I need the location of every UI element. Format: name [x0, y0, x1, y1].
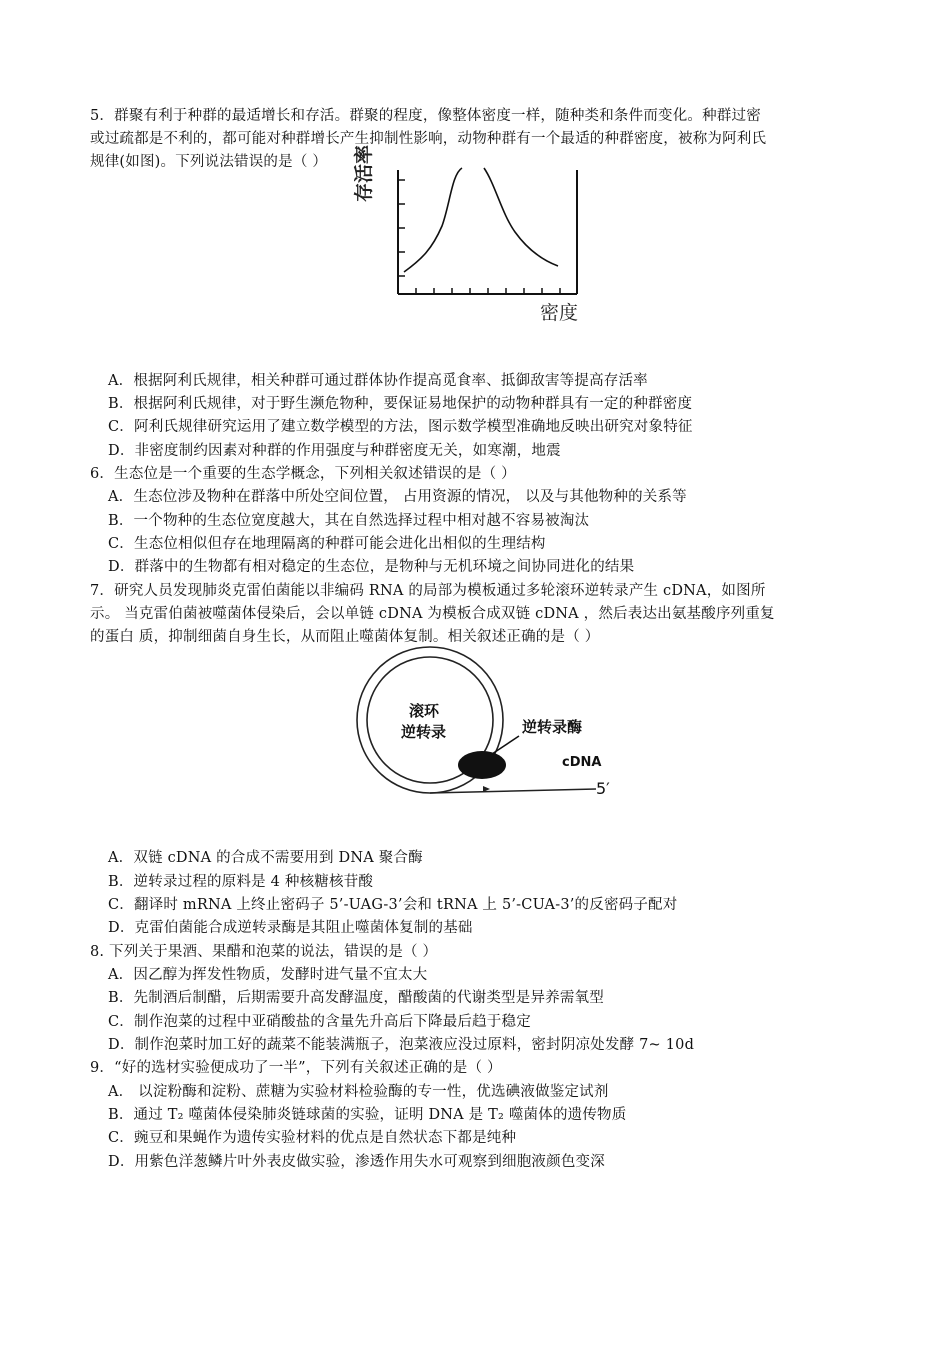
q7-stem-line-3: 的蛋白 质，抑制细菌自身生长，从而阻止噬菌体复制。相关叙述正确的是（ ） [90, 629, 600, 645]
q8-option-d: D．制作泡菜时加工好的蔬菜不能装满瓶子，泡菜液应没过原料，密封阴凉处发酵 7~ 10d [108, 1037, 695, 1053]
q5-stem-line-1: 5．群聚有利于种群的最适增长和存活。群聚的程度，像整体密度一样，随种类和条件而变化。种群过密 [90, 108, 761, 124]
q7-option-b: B．逆转录过程的原料是 4 种核糖核苷酸 [108, 874, 374, 890]
q5-option-c: C．阿利氏规律研究运用了建立数学模型的方法，图示数学模型准确地反映出研究对象特征 [108, 419, 693, 435]
q8-option-a: A．因乙醇为挥发性物质，发酵时进气量不宜太大 [108, 967, 428, 983]
q6-option-c: C．生态位相似但存在地理隔离的种群可能会进化出相似的生理结构 [108, 536, 546, 552]
q6-option-d: D．群落中的生物都有相对稳定的生态位，是物种与无机环境之间协同进化的结果 [108, 559, 635, 575]
cdna-label: cDNA [562, 755, 602, 770]
q5-stem-line-3: 规律(如图)。下列说法错误的是（ ） [90, 154, 328, 170]
q8-option-c: C．制作泡菜的过程中亚硝酸盐的含量先升高后下降最后趋于稳定 [108, 1014, 531, 1030]
y-axis-label: 存活率 [353, 144, 375, 202]
q6-option-b: B．一个物种的生态位宽度越大，其在自然选择过程中相对越不容易被淘汰 [108, 513, 590, 529]
y-ticks [398, 180, 405, 276]
q7-option-d: D．克雷伯菌能合成逆转录酶是其阻止噬菌体复制的基础 [108, 920, 473, 936]
q5-stem-line-2: 或过疏都是不利的，都可能对种群增长产生抑制性影响，动物种群有一个最适的种群密度，被称为阿利氏 [90, 131, 767, 147]
q7-stem-line-1: 7．研究人员发现肺炎克雷伯菌能以非编码 RNA 的局部为模板通过多轮滚环逆转录产生 cDNA，如图所 [90, 583, 766, 599]
enzyme-pointer [492, 736, 519, 754]
q7-stem-line-2: 示。 当克雷伯菌被噬菌体侵染后，会以单链 cDNA 为模板合成双链 cDNA ，然后表达出氨基酸序列重复 [90, 606, 775, 622]
q9-option-c: C．豌豆和果蝇作为遗传实验材料的优点是自然状态下都是纯种 [108, 1130, 517, 1146]
q8-option-b: B．先制酒后制醋，后期需要升高发酵温度，醋酸菌的代谢类型是异养需氧型 [108, 990, 604, 1006]
cdna-strand [430, 789, 596, 793]
q9-option-b: B．通过 T₂ 噬菌体侵染肺炎链球菌的实验，证明 DNA 是 T₂ 噬菌体的遗传物质 [108, 1107, 627, 1123]
q7-option-a: A．双链 cDNA 的合成不需要用到 DNA 聚合酶 [108, 850, 423, 866]
q9-option-d: D．用紫色洋葱鳞片叶外表皮做实验，渗透作用失水可观察到细胞液颜色变深 [108, 1154, 605, 1170]
reverse-transcriptase-label: 逆转录酶 [522, 718, 583, 736]
q5-option-d: D．非密度制约因素对种群的作用强度与种群密度无关，如寒潮，地震 [108, 443, 561, 459]
q7-option-c: C．翻译时 mRNA 上终止密码子 5’-UAG-3’会和 tRNA 上 5’-CUA-3’的反密码子配对 [108, 897, 678, 913]
reverse-transcriptase-blob [458, 751, 506, 779]
q6-stem: 6．生态位是一个重要的生态学概念，下列相关叙述错误的是（ ） [90, 466, 516, 482]
rolling-circle-label: 滚环 [409, 702, 440, 720]
reverse-transcription-label: 逆转录 [401, 723, 447, 741]
x-axis-label: 密度 [540, 302, 579, 324]
q6-option-a: A．生态位涉及物种在群落中所处空间位置， 占用资源的情况， 以及与其他物种的关系等 [108, 489, 687, 505]
q8-stem: 8. 下列关于果酒、果醋和泡菜的说法，错误的是（ ） [90, 944, 438, 960]
survival-curve [404, 168, 558, 272]
q9-stem: 9．“好的选材实验便成功了一半”，下列有关叙述正确的是（ ） [90, 1060, 502, 1076]
q5-option-b: B．根据阿利氏规律，对于野生濒危物种，要保证易地保护的动物种群具有一定的种群密度 [108, 396, 693, 412]
q5-option-a: A．根据阿利氏规律，相关种群可通过群体协作提高觅食率、抵御敌害等提高存活率 [108, 373, 648, 389]
q9-option-a: A． 以淀粉酶和淀粉、蔗糖为实验材料检验酶的专一性，优选碘液做鉴定试剂 [108, 1084, 609, 1100]
rolling-circle-figure [350, 648, 620, 804]
allee-curve-figure [353, 144, 590, 330]
five-prime-label: 5′ [596, 779, 610, 798]
